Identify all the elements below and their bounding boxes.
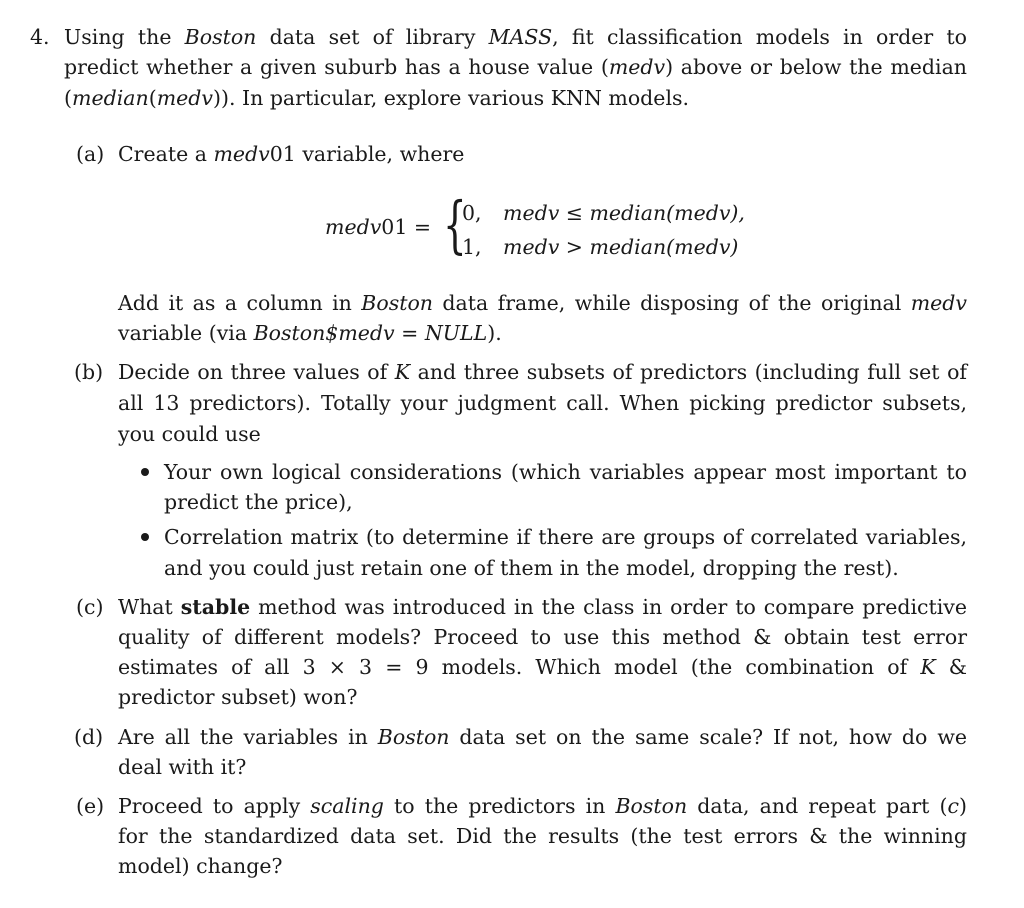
bullet-1-line-2: predict the price),: [164, 490, 353, 514]
part-c-line-2: quality of different models? Proceed to use this method & obtain test error: [118, 625, 967, 649]
part-d-line-1: Are all the variables in Boston data set on the same scale? If not, how do we: [118, 725, 967, 749]
part-d-line-2: deal with it?: [118, 755, 247, 779]
question-line-3: (median(medv)). In particular, explore various KNN models.: [64, 86, 690, 110]
part-c-line-4: predictor subset) won?: [118, 685, 358, 709]
part-c-line-1: What stable method was introduced in the class in order to compare predictive: [118, 595, 967, 619]
bullet-2-line-2: and you could just retain one of them in the model, dropping the rest).: [164, 556, 899, 580]
case-1-condition: medv ≤ median(medv),: [503, 201, 745, 225]
case-1-value: 0,: [462, 201, 482, 225]
part-a-line-2: Add it as a column in Boston data frame, while disposing of the original medv: [118, 291, 968, 315]
part-a-line-3: variable (via Boston$medv = NULL).: [118, 321, 502, 345]
equation-lhs: medv01 =: [325, 215, 432, 239]
part-e-line-2: for the standardized data set. Did the results (the test errors & the winning: [118, 824, 967, 848]
left-brace: {: [443, 188, 467, 261]
bullet-icon: [141, 468, 149, 476]
part-e-line-1: Proceed to apply scaling to the predictors in Boston data, and repeat part (c): [118, 794, 967, 818]
part-b-line-3: you could use: [118, 422, 261, 446]
question-number: 4.: [30, 25, 50, 49]
part-c-label: (c): [76, 595, 104, 619]
part-d-label: (d): [74, 725, 104, 749]
bullet-icon: [141, 533, 149, 541]
part-b-line-2: all 13 predictors). Totally your judgment call. When picking predictor subsets,: [118, 391, 967, 415]
part-c-line-3: estimates of all 3 × 3 = 9 models. Which model (the combination of K &: [118, 655, 968, 679]
case-2-value: 1,: [462, 235, 482, 259]
case-2-condition: medv > median(medv): [503, 235, 739, 259]
bullet-1-line-1: Your own logical considerations (which variables appear most important to: [164, 460, 967, 484]
question-line-2: predict whether a given suburb has a house value (medv) above or below the median: [64, 55, 967, 79]
part-b-label: (b): [74, 360, 104, 384]
part-a-label: (a): [76, 142, 105, 166]
part-e-label: (e): [76, 794, 105, 818]
part-a-line-1: Create a medv01 variable, where: [118, 142, 465, 166]
part-e-line-3: model) change?: [118, 854, 283, 878]
part-b-line-1: Decide on three values of K and three subsets of predictors (including full set of: [118, 360, 967, 384]
bullet-2-line-1: Correlation matrix (to determine if there are groups of correlated variables,: [164, 525, 967, 549]
question-line-1: Using the Boston data set of library MASS, fit classification models in order to: [64, 25, 967, 49]
